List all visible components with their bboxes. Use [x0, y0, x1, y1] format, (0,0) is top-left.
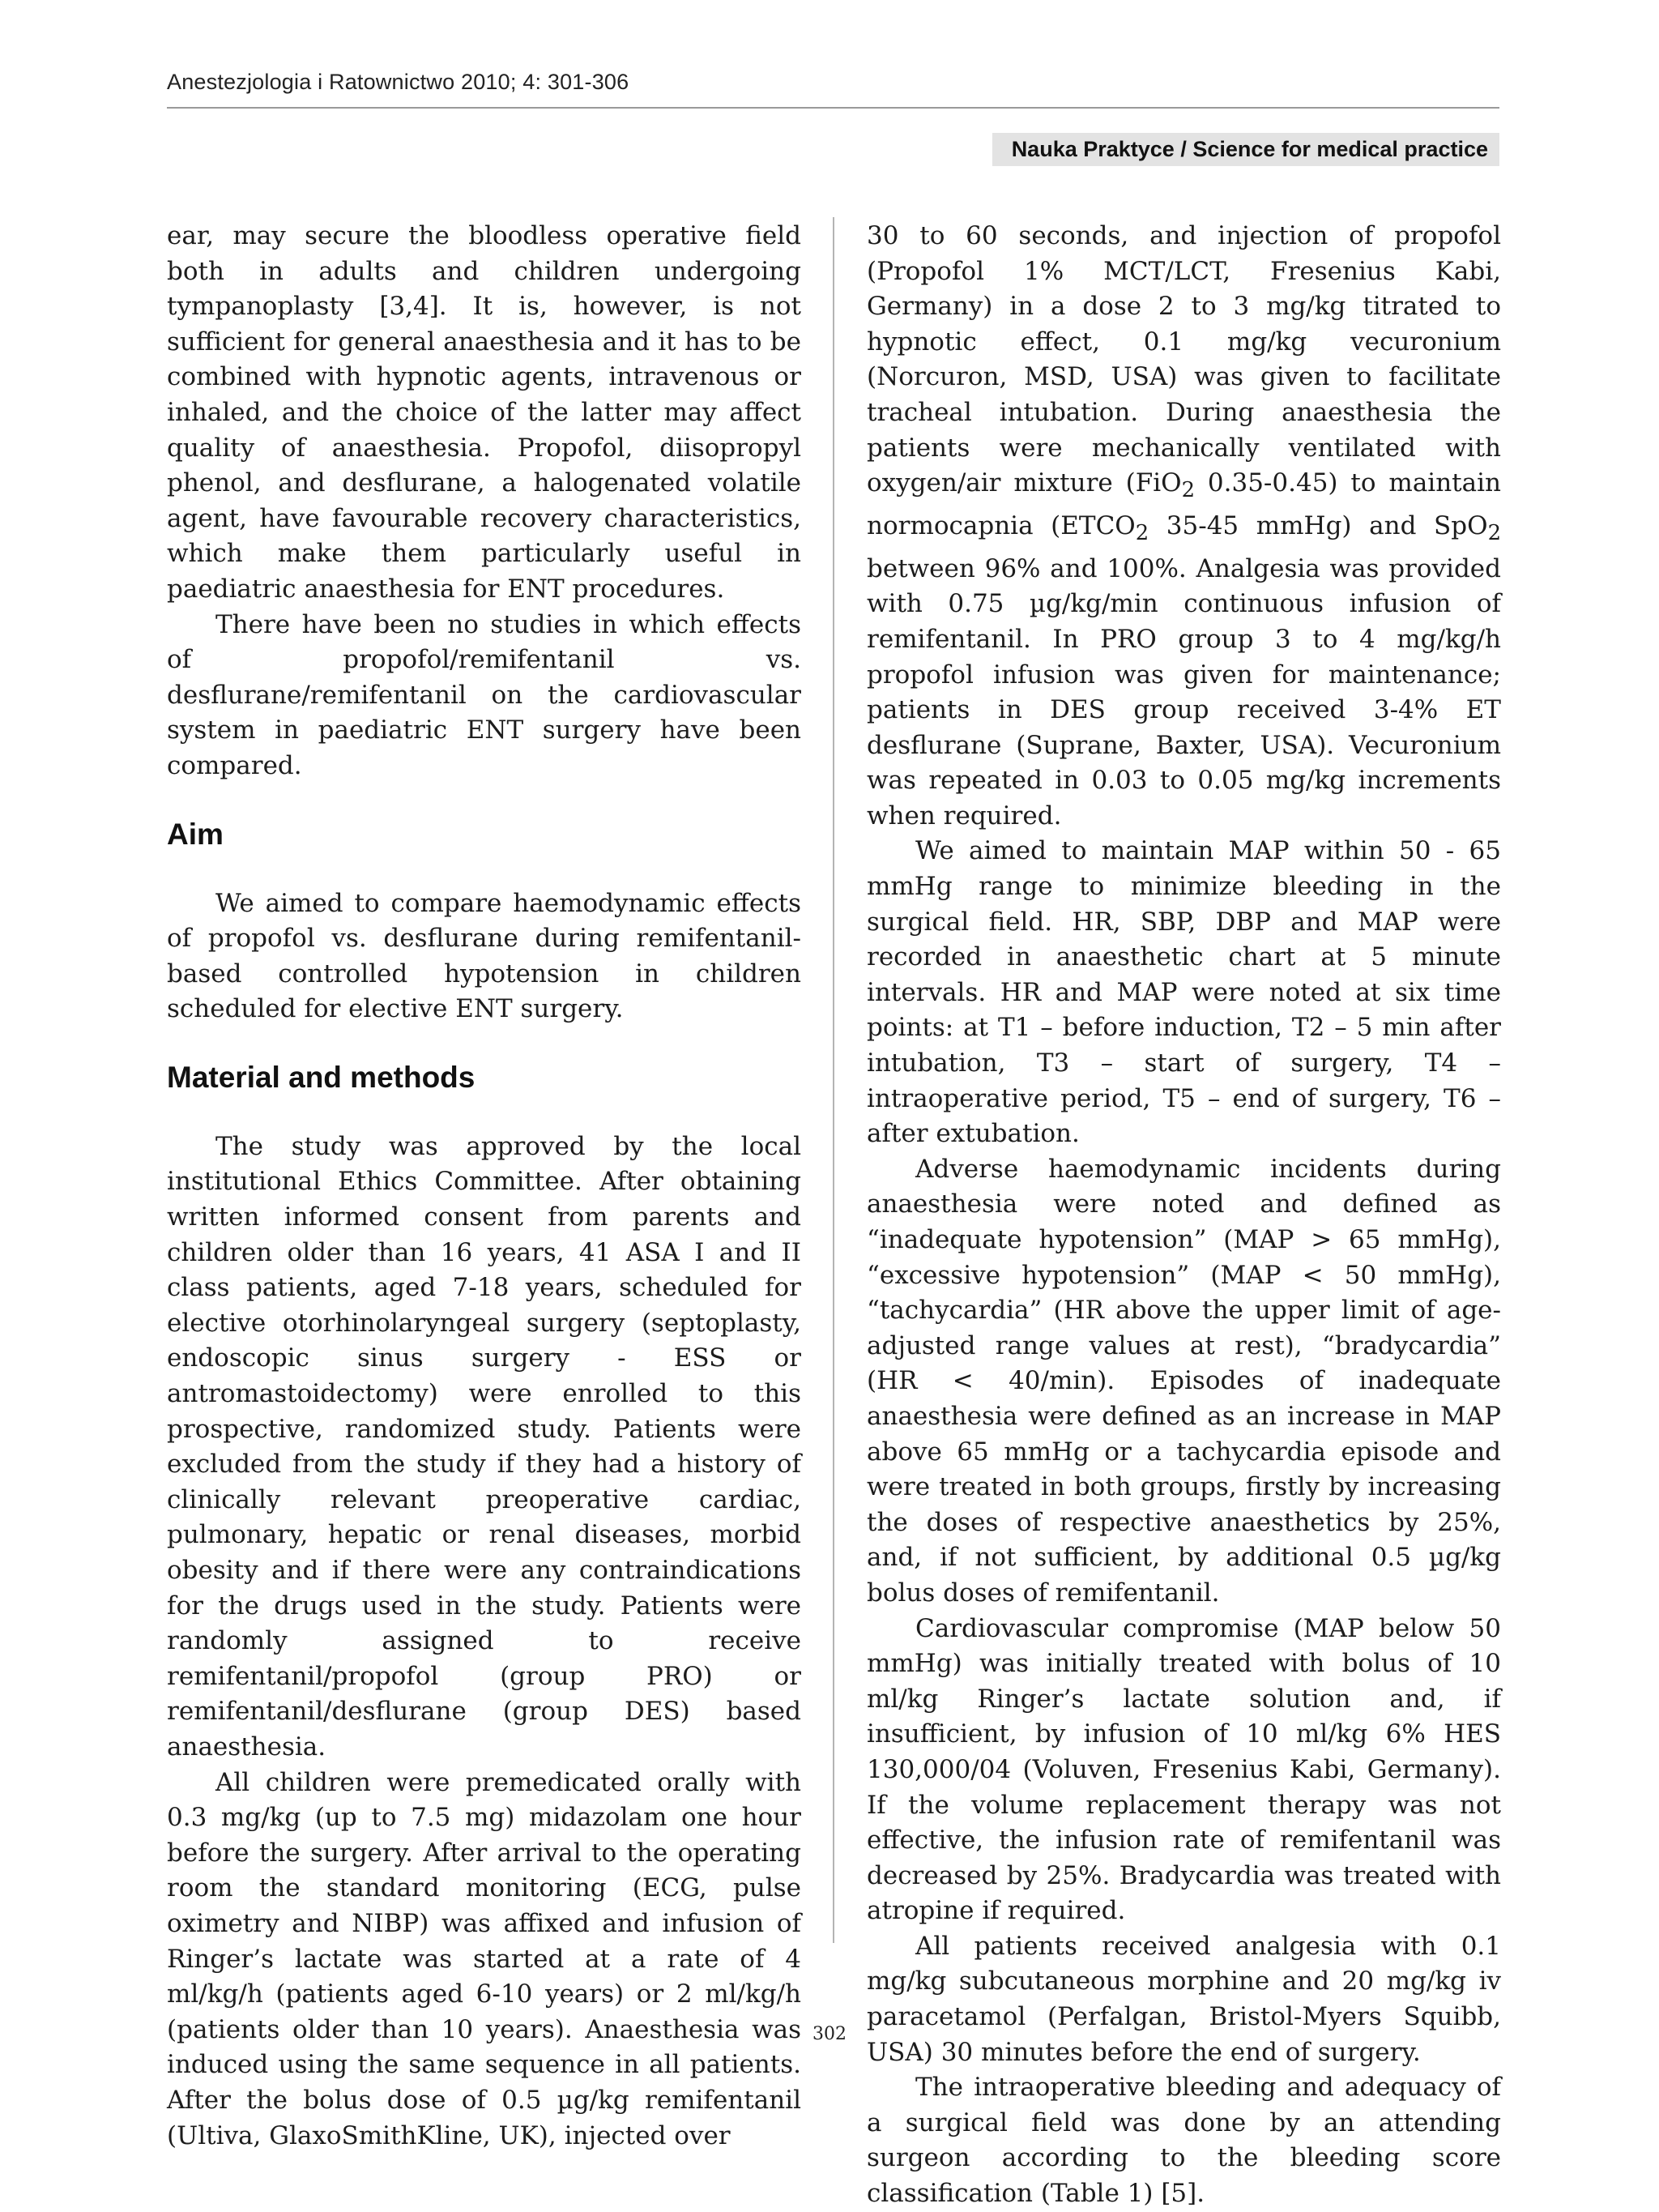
page-number: 302 — [812, 2024, 847, 2044]
analgesia-paragraph: All patients received analgesia with 0.1 mg/kg subcutaneous morphine and 20 mg/kg iv paracetamol (Perfalgan, Bristol-Myers Squibb, USA) 30 minutes before the end of surgery. — [867, 1931, 1501, 2067]
left-column — [167, 219, 801, 2154]
methods-heading: Material and methods — [167, 1060, 476, 1094]
header-divider — [167, 107, 1499, 109]
right-column — [867, 219, 1501, 2212]
column-divider — [833, 217, 834, 1943]
cardiovascular-paragraph: Cardiovascular compromise (MAP below 50 mmHg) was initially treated with bolus of 10 ml/kg Ringer’s lactate solution and, if insufficient, by infusion of 10 ml/kg 6% HES 130,000/04 (Voluven, Fresenius Kabi, Germany). If the volume replacement therapy was not effective, the infusion rate of remifentanil was decreased by 25%. Bradycardia was treated with atropine if required. — [867, 1613, 1501, 1926]
intro-paragraph-2: There have been no studies in which effects of propofol/remifentanil vs. desflurane/remifentanil on the cardiovascular system in paediatric ENT surgery have been compared. — [167, 609, 801, 780]
subscript-2: 2 — [1181, 478, 1196, 503]
intro-paragraph: ear, may secure the bloodless operative field both in adults and children undergoing tympanoplasty [3,4]. It is, however, is not sufficient for general anaesthesia and it has to be combined with hypnotic agents, intravenous or inhaled, and the choice of the latter may affect quality of anaesthesia. Propofol, diisopropyl phenol, and desflurane, a halogenated volatile agent, have favourable recovery characteristics, which make them particularly useful in paediatric anaesthesia for ENT procedures. — [167, 221, 801, 604]
subscript-2: 2 — [1135, 521, 1149, 546]
methods-paragraph-continued: 30 to 60 seconds, and injection of propofol (Propofol 1% MCT/LCT, Fresenius Kabi, Germany) in a dose 2 to 3 mg/kg titrated to hypnotic effect, 0.1 mg/kg vecuronium (Norcuron, MSD, USA) was given to facilitate tracheal intubation. During anaesthesia the patients were mechanically ventilated with oxygen/air mixture (FiO$_2$ 0.35-0.45) to maintain normocapnia ($ETCO_2$ 35-45 mmHg) and SpO$_2$ between 96% and 100%. Analgesia was provided with 0.75 µg/kg/min continuous infusion of remifentanil. In PRO group 3 to 4 mg/kg/h propofol infusion was given for maintenance; patients in DES group received 3-4% ET desflurane (Suprane, Baxter, USA). Vecuronium was repeated in 0.03 to 0.05 mg/kg increments when required. — [867, 221, 1501, 831]
methods-paragraph-2: All children were premedicated orally with 0.3 mg/kg (up to 7.5 mg) midazolam one hour before the surgery. After arrival to the operating room the standard monitoring (ECG, pulse oximetry and NIBP) was affixed and infusion of Ringer’s lactate was started at a rate of 4 ml/kg/h (patients aged 6-10 years) or 2 ml/kg/h (patients older than 10 years). Anaesthesia was induced using the same sequence in all patients. After the bolus dose of 0.5 µg/kg remifentanil (Ultiva, GlaxoSmithKline, UK), injected over — [167, 1767, 801, 2150]
journal-citation: Anestezjologia i Ratownictwo 2010; 4: 301-306 — [167, 70, 629, 94]
methods-paragraph-1: The study was approved by the local institutional Ethics Committee. After obtaining written informed consent from parents and children older than 16 years, 41 ASA I and II class patients, aged 7-18 years, scheduled for elective otorhinolaryngeal surgery (septoplasty, endoscopic sinus surgery - ESS or antromastoidectomy) were enrolled to this prospective, randomized study. Patients were excluded from the study if they had a history of clinically relevant preoperative cardiac, pulmonary, hepatic or renal diseases, morbid obesity and if there were any contraindications for the drugs used in the study. Patients were randomly assigned to receive remifentanil/propofol (group PRO) or remifentanil/desflurane (group DES) based anaesthesia. — [167, 1131, 801, 1761]
subscript-2: 2 — [1487, 521, 1501, 546]
aim-paragraph: We aimed to compare haemodynamic effects of propofol vs. desflurane during remifentanil-based controlled hypotension in children scheduled for elective ENT surgery. — [167, 888, 801, 1024]
map-target-paragraph: We aimed to maintain MAP within 50 - 65 mmHg range to minimize bleeding in the surgical field. HR, SBP, DBP and MAP were recorded in anaesthetic chart at 5 minute intervals. HR and MAP were noted at six time points: at T1 – before induction, T2 – 5 min after intubation, T3 – start of surgery, T4 – intraoperative period, T5 – end of surgery, T6 – after extubation. — [867, 836, 1501, 1149]
aim-heading: Aim — [167, 817, 224, 851]
section-label: Nauka Praktyce / Science for medical practice — [992, 133, 1499, 166]
bleeding-score-paragraph: The intraoperative bleeding and adequacy of a surgical field was done by an attending surgeon according to the bleeding score classification (Table 1) [5]. — [867, 2073, 1501, 2209]
adverse-incidents-paragraph: Adverse haemodynamic incidents during anaesthesia were noted and defined as “inadequate hypotension” (MAP > 65 mmHg), “excessive hypotension” (MAP < 50 mmHg), “tachycardia” (HR above the upper limit of age-adjusted range values at rest), “bradycardia” (HR < 40/min). Episodes of inadequate anaesthesia were defined as an increase in MAP above 65 mmHg or a tachycardia episode and were treated in both groups, firstly by increasing the doses of respective anaesthetics by 25%, and, if not sufficient, by additional 0.5 µg/kg bolus doses of remifentanil. — [867, 1154, 1501, 1608]
